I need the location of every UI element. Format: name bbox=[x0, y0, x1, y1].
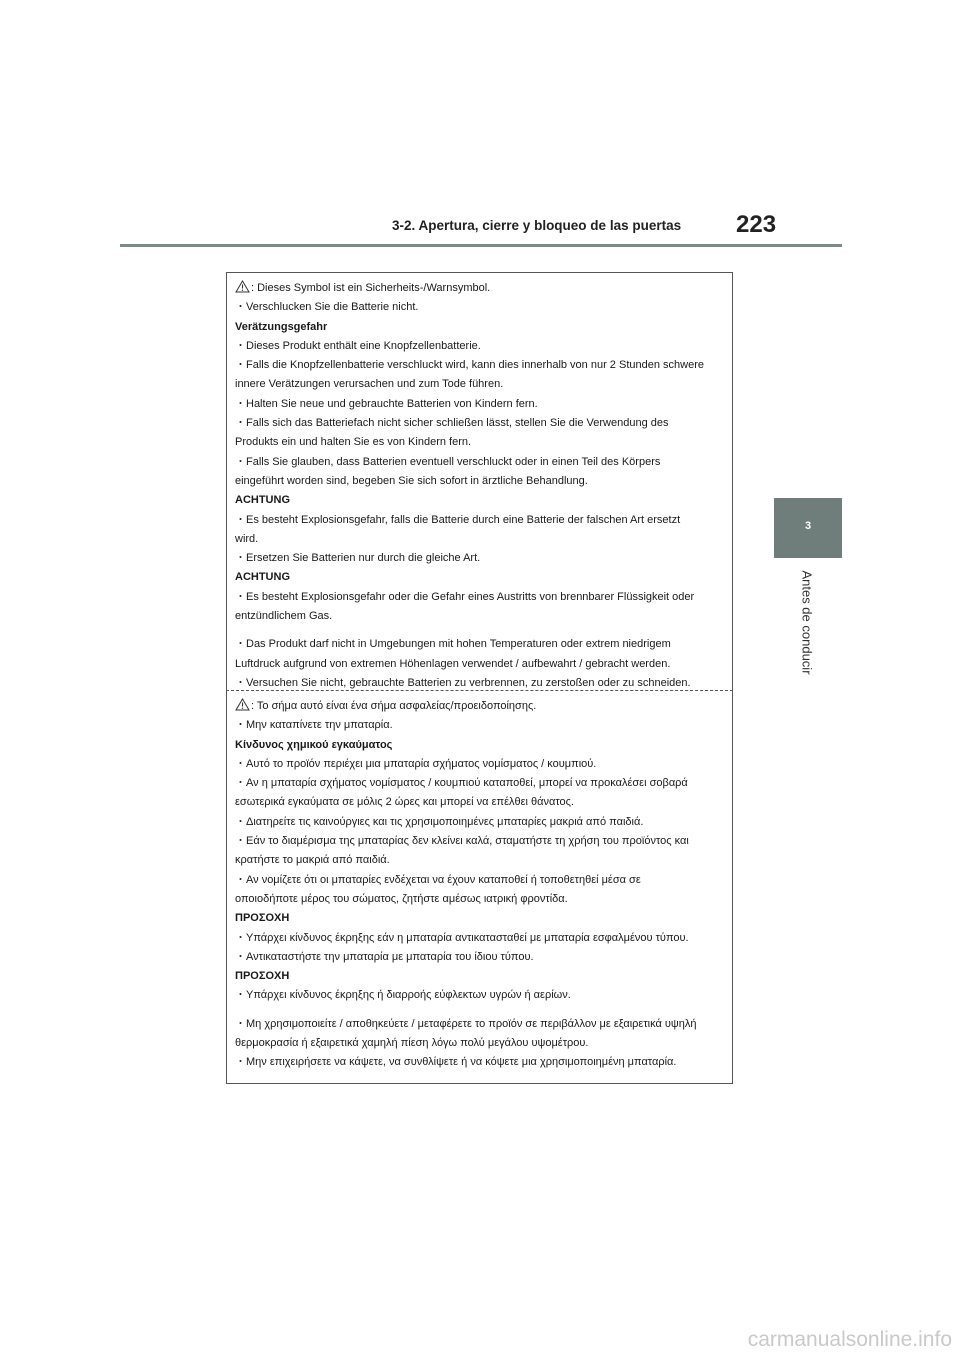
line-text: ΠΡΟΣΟΧΗ bbox=[235, 970, 290, 983]
line-text: εσωτερικά εγκαύματα σε μόλις 2 ώρες και μπορεί να επέλθει θάνατος. bbox=[235, 796, 574, 809]
warning-heading bbox=[235, 491, 726, 510]
warning-lines-greek bbox=[235, 697, 726, 1073]
chapter-number: 3 bbox=[804, 520, 812, 532]
warning-text-line bbox=[235, 433, 726, 452]
line-text: ・Υπάρχει κίνδυνος έκρηξης ή διαρροής εύφλεκτων υγρών ή αερίων. bbox=[235, 989, 571, 1002]
warning-text-line bbox=[235, 774, 726, 793]
warning-text-line bbox=[235, 890, 726, 909]
warning-text-line bbox=[235, 414, 726, 433]
warning-text-line bbox=[235, 813, 726, 832]
line-text: ・Διατηρείτε τις καινούργιες και τις χρησιμοποιημένες μπαταρίες μακριά από παιδιά. bbox=[235, 815, 644, 828]
line-text: ・Αντικαταστήστε την μπαταρία με μπαταρία του ίδιου τύπου. bbox=[235, 950, 534, 963]
chapter-tab bbox=[774, 498, 842, 558]
warning-text-line bbox=[235, 697, 726, 716]
warning-triangle-icon bbox=[235, 280, 250, 300]
line-text: οποιοδήποτε μέρος του σώματος, ζητήστε αμέσως ιατρική φροντίδα. bbox=[235, 892, 568, 905]
warning-text-line bbox=[235, 851, 726, 870]
line-text: ・Αν νομίζετε ότι οι μπαταρίες ενδέχεται να έχουν καταποθεί ή τοποθετηθεί μέσα σε bbox=[235, 873, 641, 886]
warning-text-line bbox=[235, 793, 726, 812]
line-text: ・Μην καταπίνετε την μπαταρία. bbox=[235, 719, 393, 732]
line-text: κρατήστε το μακριά από παιδιά. bbox=[235, 854, 390, 867]
line-text: ・Verschlucken Sie die Batterie nicht. bbox=[235, 301, 419, 314]
warning-text-line bbox=[235, 635, 726, 654]
warning-text-line bbox=[235, 588, 726, 607]
line-text: : Το σήμα αυτό είναι ένα σήμα ασφαλείας/προειδοποίησης. bbox=[251, 700, 537, 712]
line-text: innere Verätzungen verursachen und zum Tode führen. bbox=[235, 378, 504, 391]
warning-text-line bbox=[235, 655, 726, 674]
warning-text-line bbox=[235, 395, 726, 414]
line-text: Verätzungsgefahr bbox=[235, 320, 328, 333]
warning-heading bbox=[235, 568, 726, 587]
warning-box-greek bbox=[226, 690, 733, 1084]
warning-text-line bbox=[235, 832, 726, 851]
warning-text-line bbox=[235, 472, 726, 491]
warning-text-line bbox=[235, 1034, 726, 1053]
warning-text-line bbox=[235, 356, 726, 375]
line-text: ・Halten Sie neue und gebrauchte Batterien von Kindern fern. bbox=[235, 397, 538, 410]
page-number: 223 bbox=[736, 211, 777, 238]
line-text: ・Das Produkt darf nicht in Umgebungen mit hohen Temperaturen oder extrem niedrigem bbox=[235, 638, 671, 651]
line-text: ・Falls die Knopfzellenbatterie verschluckt wird, kann dies innerhalb von nur 2 Stunden schwere bbox=[235, 359, 704, 372]
spacer bbox=[235, 626, 726, 635]
warning-text-line bbox=[235, 607, 726, 626]
warning-text-line bbox=[235, 279, 726, 298]
line-text: ・Falls sich das Batteriefach nicht sicher schließen lässt, stellen Sie die Verwendung des bbox=[235, 417, 669, 430]
line-text: ・Es besteht Explosionsgefahr, falls die Batterie durch eine Batterie der falschen Art ersetzt bbox=[235, 513, 681, 526]
line-text: : Dieses Symbol ist ein Sicherheits-/Warnsymbol. bbox=[251, 282, 491, 294]
warning-text-line bbox=[235, 871, 726, 890]
line-text: eingeführt worden sind, begeben Sie sich sofort in ärztliche Behandlung. bbox=[235, 474, 588, 487]
warning-heading bbox=[235, 736, 726, 755]
chapter-side-label: Antes de conducir bbox=[799, 570, 815, 675]
line-text: ・Es besteht Explosionsgefahr oder die Gefahr eines Austritts von brennbarer Flüssigkeit oder bbox=[235, 590, 695, 603]
warning-text-line bbox=[235, 1015, 726, 1034]
warning-text-line bbox=[235, 1053, 726, 1072]
warning-text-line bbox=[235, 549, 726, 568]
line-text: Κίνδυνος χημικού εγκαύματος bbox=[235, 738, 393, 751]
line-text: ACHTUNG bbox=[235, 571, 290, 584]
warning-text-line bbox=[235, 511, 726, 530]
warning-triangle-icon bbox=[235, 698, 250, 718]
line-text: Produkts ein und halten Sie es von Kindern fern. bbox=[235, 436, 472, 449]
line-text: ・Μην επιχειρήσετε να κάψετε, να συνθλίψετε ή να κόψετε μια χρησιμοποιημένη μπαταρία. bbox=[235, 1056, 677, 1069]
warning-heading bbox=[235, 909, 726, 928]
warning-text-line bbox=[235, 755, 726, 774]
section-header-title: 3-2. Apertura, cierre y bloqueo de las puertas bbox=[392, 218, 682, 233]
line-text: Luftdruck aufgrund von extremen Höhenlagen verwendet / aufbewahrt / gebracht werden. bbox=[235, 657, 671, 670]
warning-text-line bbox=[235, 530, 726, 549]
line-text: ・Μη χρησιμοποιείτε / αποθηκεύετε / μεταφέρετε το προϊόν σε περιβάλλον με εξαιρετικά υψηλή bbox=[235, 1017, 697, 1030]
line-text: ΠΡΟΣΟΧΗ bbox=[235, 912, 290, 925]
line-text: ・Versuchen Sie nicht, gebrauchte Batterien zu verbrennen, zu zerstoßen oder zu schneiden. bbox=[235, 676, 691, 689]
line-text: ・Dieses Produkt enthält eine Knopfzellenbatterie. bbox=[235, 339, 481, 352]
line-text: θερμοκρασία ή εξαιρετικά χαμηλή πίεση λόγω πολύ μεγάλου υψομέτρου. bbox=[235, 1037, 589, 1050]
line-text: ・Εάν το διαμέρισμα της μπαταρίας δεν κλείνει καλά, σταματήστε τη χρήση του προϊόντος και bbox=[235, 835, 689, 848]
warning-text-line bbox=[235, 929, 726, 948]
warning-text-line bbox=[235, 298, 726, 317]
line-text: ・Αυτό το προϊόν περιέχει μια μπαταρία σχήματος νομίσματος / κουμπιού. bbox=[235, 757, 597, 770]
line-text: ・Αν η μπαταρία σχήματος νομίσματος / κουμπιού καταποθεί, μπορεί να προκαλέσει σοβαρά bbox=[235, 777, 688, 790]
line-text: ・Ersetzen Sie Batterien nur durch die gleiche Art. bbox=[235, 552, 481, 565]
warning-text-line bbox=[235, 948, 726, 967]
line-text: ACHTUNG bbox=[235, 494, 290, 507]
warning-lines-german bbox=[235, 279, 726, 693]
spacer bbox=[235, 1006, 726, 1015]
warning-heading bbox=[235, 967, 726, 986]
warning-box-german bbox=[226, 272, 733, 690]
line-text: ・Υπάρχει κίνδυνος έκρηξης εάν η μπαταρία αντικατασταθεί με μπαταρία εσφαλμένου τύπου. bbox=[235, 931, 689, 944]
warning-text-line bbox=[235, 375, 726, 394]
footer-watermark: carmanualsonline.info bbox=[747, 1328, 952, 1351]
warning-text-line bbox=[235, 453, 726, 472]
warning-heading bbox=[235, 318, 726, 337]
line-text: entzündlichem Gas. bbox=[235, 610, 333, 623]
warning-text-line bbox=[235, 716, 726, 735]
header-rule bbox=[120, 244, 842, 247]
warning-text-line bbox=[235, 337, 726, 356]
warning-text-line bbox=[235, 986, 726, 1005]
line-text: wird. bbox=[235, 532, 259, 545]
line-text: ・Falls Sie glauben, dass Batterien eventuell verschluckt oder in einen Teil des Körpers bbox=[235, 455, 661, 468]
